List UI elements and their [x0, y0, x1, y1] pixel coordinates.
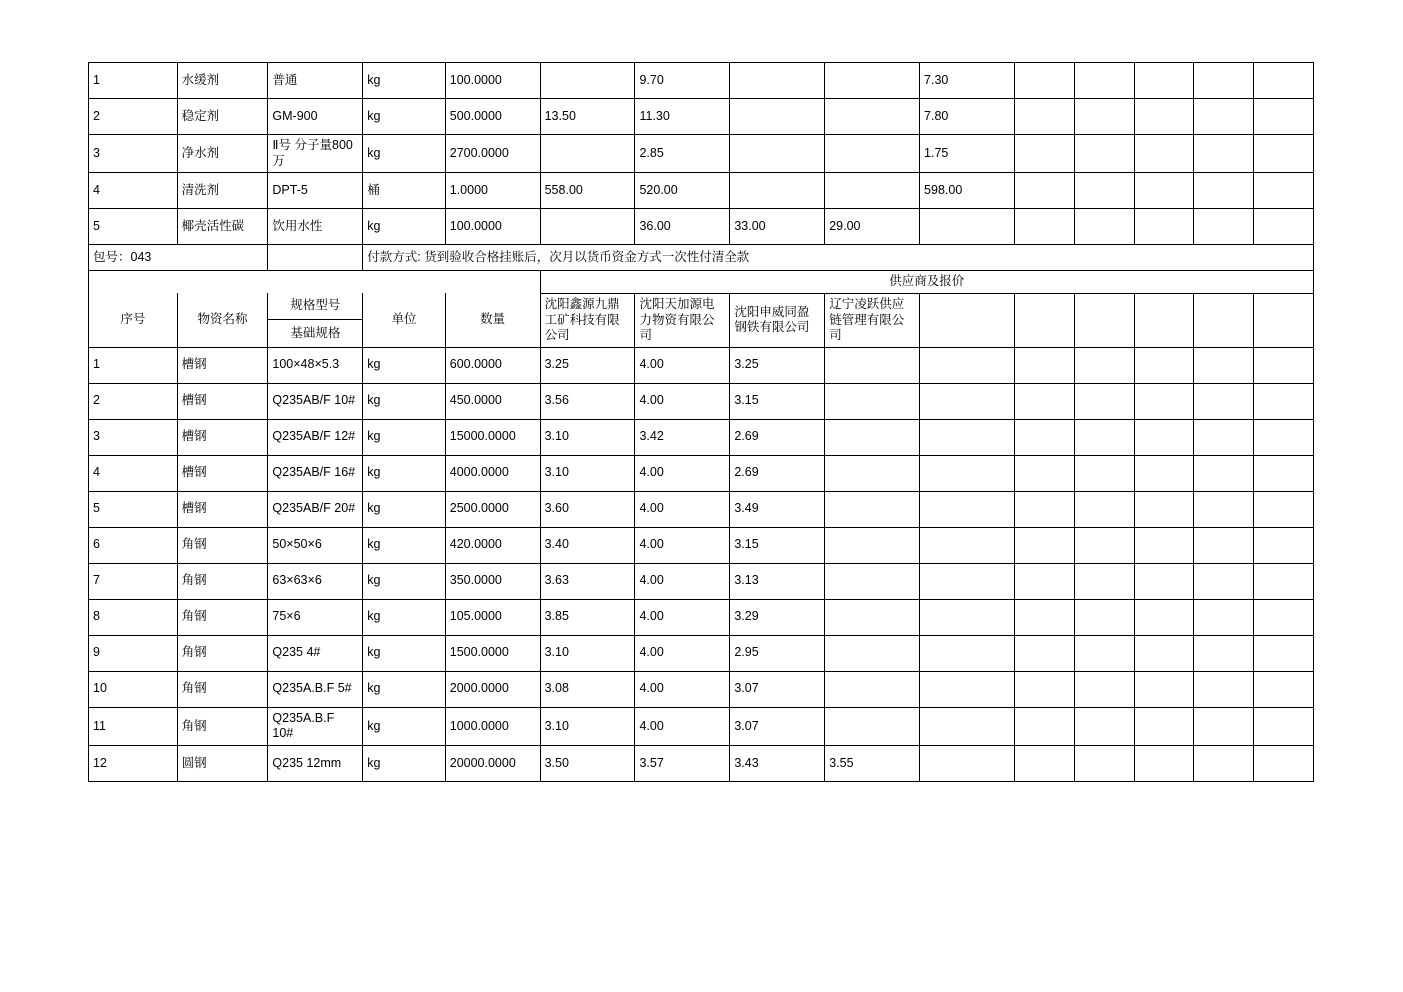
- cell-price-6: [1014, 599, 1074, 635]
- cell-price-7: [1074, 173, 1134, 209]
- cell-price-2: 4.00: [635, 527, 730, 563]
- cell-unit: kg: [363, 599, 445, 635]
- cell-material-name: 圆钢: [177, 746, 268, 782]
- cell-price-5: [920, 599, 1015, 635]
- cell-price-8: [1134, 707, 1194, 745]
- quotation-table: [88, 62, 1314, 782]
- cell-quantity: 100.0000: [445, 209, 540, 245]
- cell-material-name: 水缓剂: [177, 63, 268, 99]
- cell-price-1: 3.25: [540, 347, 635, 383]
- table-row: [89, 671, 1314, 707]
- cell-quantity: 1.0000: [445, 173, 540, 209]
- cell-price-4: [825, 135, 920, 173]
- supplier-band-spacer: [89, 271, 541, 294]
- cell-unit: kg: [363, 527, 445, 563]
- cell-unit: kg: [363, 707, 445, 745]
- table-row: [89, 209, 1314, 245]
- header-vendor-3: 沈阳申威同盈钢铁有限公司: [730, 293, 825, 347]
- table-row: [89, 173, 1314, 209]
- cell-price-8: [1134, 99, 1194, 135]
- cell-spec: 63×63×6: [268, 563, 363, 599]
- cell-price-4: [825, 99, 920, 135]
- cell-price-2: 4.00: [635, 347, 730, 383]
- cell-price-1: 3.63: [540, 563, 635, 599]
- cell-price-7: [1074, 383, 1134, 419]
- cell-price-10: [1254, 135, 1314, 173]
- cell-price-8: [1134, 347, 1194, 383]
- cell-price-4: [825, 455, 920, 491]
- cell-unit: kg: [363, 635, 445, 671]
- cell-price-7: [1074, 135, 1134, 173]
- cell-price-2: 520.00: [635, 173, 730, 209]
- cell-price-8: [1134, 419, 1194, 455]
- package-blank: [268, 245, 363, 271]
- cell-price-4: [825, 347, 920, 383]
- header-vendor-9: [1194, 293, 1254, 347]
- cell-quantity: 450.0000: [445, 383, 540, 419]
- cell-price-5: [920, 707, 1015, 745]
- cell-price-2: 11.30: [635, 99, 730, 135]
- cell-seq: 11: [89, 707, 178, 745]
- cell-price-9: [1194, 671, 1254, 707]
- cell-material-name: 槽钢: [177, 455, 268, 491]
- cell-price-7: [1074, 671, 1134, 707]
- cell-material-name: 槽钢: [177, 383, 268, 419]
- cell-spec: 100×48×5.3: [268, 347, 363, 383]
- table-row: [89, 455, 1314, 491]
- header-material-name: 物资名称: [177, 293, 268, 347]
- cell-price-10: [1254, 491, 1314, 527]
- cell-price-10: [1254, 707, 1314, 745]
- cell-price-3: 3.43: [730, 746, 825, 782]
- cell-price-3: 3.49: [730, 491, 825, 527]
- cell-unit: kg: [363, 99, 445, 135]
- cell-unit: kg: [363, 746, 445, 782]
- cell-unit: kg: [363, 563, 445, 599]
- cell-quantity: 15000.0000: [445, 419, 540, 455]
- cell-price-3: 33.00: [730, 209, 825, 245]
- cell-quantity: 1500.0000: [445, 635, 540, 671]
- cell-price-6: [1014, 746, 1074, 782]
- cell-price-10: [1254, 347, 1314, 383]
- table-row: [89, 99, 1314, 135]
- cell-material-name: 角钢: [177, 563, 268, 599]
- cell-quantity: 4000.0000: [445, 455, 540, 491]
- table-row: [89, 491, 1314, 527]
- cell-price-10: [1254, 671, 1314, 707]
- cell-quantity: 420.0000: [445, 527, 540, 563]
- cell-price-1: 3.10: [540, 707, 635, 745]
- table-header-row: [89, 293, 1314, 347]
- cell-seq: 10: [89, 671, 178, 707]
- cell-price-3: 3.13: [730, 563, 825, 599]
- cell-spec: 饮用水性: [268, 209, 363, 245]
- cell-price-8: [1134, 491, 1194, 527]
- cell-price-1: 3.85: [540, 599, 635, 635]
- cell-quantity: 2700.0000: [445, 135, 540, 173]
- cell-price-9: [1194, 746, 1254, 782]
- cell-spec: 50×50×6: [268, 527, 363, 563]
- cell-price-3: 3.25: [730, 347, 825, 383]
- cell-price-9: [1194, 491, 1254, 527]
- cell-price-5: 598.00: [920, 173, 1015, 209]
- package-number: 包号：043: [89, 245, 268, 271]
- cell-spec: Q235 12mm: [268, 746, 363, 782]
- cell-price-1: [540, 209, 635, 245]
- cell-price-10: [1254, 383, 1314, 419]
- cell-price-1: 3.60: [540, 491, 635, 527]
- cell-price-4: [825, 383, 920, 419]
- cell-price-9: [1194, 635, 1254, 671]
- table-row: [89, 563, 1314, 599]
- cell-material-name: 角钢: [177, 671, 268, 707]
- cell-price-5: 7.30: [920, 63, 1015, 99]
- cell-price-7: [1074, 599, 1134, 635]
- cell-unit: kg: [363, 63, 445, 99]
- cell-quantity: 2500.0000: [445, 491, 540, 527]
- cell-price-9: [1194, 527, 1254, 563]
- header-vendor-7: [1074, 293, 1134, 347]
- cell-price-6: [1014, 635, 1074, 671]
- cell-price-2: 4.00: [635, 635, 730, 671]
- cell-price-5: [920, 491, 1015, 527]
- cell-spec: Q235AB/F 16#: [268, 455, 363, 491]
- cell-price-6: [1014, 173, 1074, 209]
- cell-price-5: [920, 347, 1015, 383]
- cell-price-8: [1134, 635, 1194, 671]
- cell-price-1: 3.50: [540, 746, 635, 782]
- cell-unit: kg: [363, 135, 445, 173]
- cell-price-4: [825, 419, 920, 455]
- header-vendor-6: [1014, 293, 1074, 347]
- cell-price-8: [1134, 746, 1194, 782]
- cell-spec: 普通: [268, 63, 363, 99]
- cell-price-5: [920, 455, 1015, 491]
- table-row: [89, 599, 1314, 635]
- cell-price-5: 7.80: [920, 99, 1015, 135]
- cell-price-9: [1194, 99, 1254, 135]
- cell-price-9: [1194, 63, 1254, 99]
- cell-seq: 2: [89, 99, 178, 135]
- cell-price-1: 3.10: [540, 455, 635, 491]
- cell-price-3: [730, 173, 825, 209]
- table-row: [89, 635, 1314, 671]
- cell-quantity: 100.0000: [445, 63, 540, 99]
- table-row: [89, 707, 1314, 745]
- cell-unit: kg: [363, 491, 445, 527]
- cell-price-8: [1134, 671, 1194, 707]
- table-row: [89, 63, 1314, 99]
- cell-price-4: [825, 671, 920, 707]
- cell-price-6: [1014, 135, 1074, 173]
- header-vendor-4: 辽宁凌跃供应链管理有限公司: [825, 293, 920, 347]
- cell-price-2: 4.00: [635, 383, 730, 419]
- cell-price-3: [730, 135, 825, 173]
- header-vendor-5: [920, 293, 1015, 347]
- cell-quantity: 105.0000: [445, 599, 540, 635]
- cell-unit: kg: [363, 209, 445, 245]
- cell-seq: 4: [89, 455, 178, 491]
- cell-price-2: 36.00: [635, 209, 730, 245]
- cell-price-9: [1194, 383, 1254, 419]
- cell-price-4: [825, 599, 920, 635]
- table-row: [89, 347, 1314, 383]
- cell-spec: Q235AB/F 10#: [268, 383, 363, 419]
- cell-material-name: 角钢: [177, 635, 268, 671]
- cell-price-2: 4.00: [635, 671, 730, 707]
- header-spec: [268, 293, 363, 347]
- cell-material-name: 槽钢: [177, 419, 268, 455]
- cell-price-7: [1074, 63, 1134, 99]
- cell-price-6: [1014, 99, 1074, 135]
- table-row: [89, 746, 1314, 782]
- cell-price-6: [1014, 63, 1074, 99]
- cell-price-3: [730, 99, 825, 135]
- cell-price-1: [540, 135, 635, 173]
- cell-price-1: 3.10: [540, 419, 635, 455]
- cell-price-10: [1254, 99, 1314, 135]
- cell-material-name: 角钢: [177, 599, 268, 635]
- cell-seq: 7: [89, 563, 178, 599]
- cell-price-4: 29.00: [825, 209, 920, 245]
- cell-price-10: [1254, 455, 1314, 491]
- cell-price-6: [1014, 347, 1074, 383]
- cell-price-2: 2.85: [635, 135, 730, 173]
- table-row: [89, 419, 1314, 455]
- quotation-sheet: [88, 62, 1314, 782]
- cell-quantity: 350.0000: [445, 563, 540, 599]
- cell-price-7: [1074, 746, 1134, 782]
- cell-price-8: [1134, 563, 1194, 599]
- cell-price-6: [1014, 671, 1074, 707]
- header-vendor-1: 沈阳鑫源九鼎工矿科技有限公司: [540, 293, 635, 347]
- cell-price-8: [1134, 455, 1194, 491]
- cell-price-1: 3.56: [540, 383, 635, 419]
- cell-price-5: [920, 635, 1015, 671]
- cell-seq: 3: [89, 135, 178, 173]
- cell-seq: 5: [89, 209, 178, 245]
- header-spec-model: 规格型号: [268, 293, 362, 320]
- cell-price-9: [1194, 347, 1254, 383]
- cell-quantity: 500.0000: [445, 99, 540, 135]
- cell-seq: 9: [89, 635, 178, 671]
- cell-price-3: 3.07: [730, 671, 825, 707]
- cell-price-2: 3.42: [635, 419, 730, 455]
- cell-price-6: [1014, 491, 1074, 527]
- cell-price-10: [1254, 173, 1314, 209]
- cell-price-10: [1254, 419, 1314, 455]
- cell-spec: Q235AB/F 20#: [268, 491, 363, 527]
- cell-seq: 6: [89, 527, 178, 563]
- cell-price-9: [1194, 455, 1254, 491]
- table-row: [89, 527, 1314, 563]
- cell-price-7: [1074, 527, 1134, 563]
- cell-price-10: [1254, 635, 1314, 671]
- cell-price-6: [1014, 707, 1074, 745]
- header-spec-base: 基础规格: [290, 325, 341, 340]
- cell-price-9: [1194, 707, 1254, 745]
- cell-price-8: [1134, 135, 1194, 173]
- cell-seq: 4: [89, 173, 178, 209]
- cell-price-2: 4.00: [635, 491, 730, 527]
- cell-price-2: 3.57: [635, 746, 730, 782]
- cell-material-name: 净水剂: [177, 135, 268, 173]
- cell-seq: 8: [89, 599, 178, 635]
- cell-price-7: [1074, 455, 1134, 491]
- cell-price-7: [1074, 99, 1134, 135]
- cell-price-8: [1134, 209, 1194, 245]
- cell-price-8: [1134, 527, 1194, 563]
- table-row: [89, 383, 1314, 419]
- cell-price-4: [825, 707, 920, 745]
- cell-price-5: [920, 671, 1015, 707]
- cell-seq: 5: [89, 491, 178, 527]
- cell-price-10: [1254, 563, 1314, 599]
- cell-price-4: 3.55: [825, 746, 920, 782]
- cell-price-6: [1014, 209, 1074, 245]
- header-vendor-8: [1134, 293, 1194, 347]
- cell-price-7: [1074, 707, 1134, 745]
- cell-price-1: 3.10: [540, 635, 635, 671]
- cell-price-9: [1194, 173, 1254, 209]
- cell-price-6: [1014, 527, 1074, 563]
- cell-price-8: [1134, 599, 1194, 635]
- cell-price-5: [920, 209, 1015, 245]
- cell-price-7: [1074, 635, 1134, 671]
- cell-price-8: [1134, 173, 1194, 209]
- cell-price-6: [1014, 455, 1074, 491]
- cell-material-name: 槽钢: [177, 491, 268, 527]
- cell-price-9: [1194, 599, 1254, 635]
- cell-price-4: [825, 63, 920, 99]
- cell-price-1: 13.50: [540, 99, 635, 135]
- cell-unit: kg: [363, 455, 445, 491]
- cell-material-name: 清洗剂: [177, 173, 268, 209]
- cell-price-2: 4.00: [635, 455, 730, 491]
- cell-unit: kg: [363, 419, 445, 455]
- cell-price-1: [540, 63, 635, 99]
- cell-price-8: [1134, 383, 1194, 419]
- cell-price-8: [1134, 63, 1194, 99]
- cell-price-10: [1254, 63, 1314, 99]
- cell-seq: 1: [89, 63, 178, 99]
- cell-price-7: [1074, 419, 1134, 455]
- cell-price-7: [1074, 347, 1134, 383]
- cell-unit: 桶: [363, 173, 445, 209]
- cell-price-6: [1014, 563, 1074, 599]
- cell-quantity: 20000.0000: [445, 746, 540, 782]
- cell-price-5: [920, 746, 1015, 782]
- cell-price-3: 3.15: [730, 527, 825, 563]
- cell-price-2: 4.00: [635, 707, 730, 745]
- cell-price-3: 2.95: [730, 635, 825, 671]
- cell-unit: kg: [363, 383, 445, 419]
- cell-price-3: 2.69: [730, 455, 825, 491]
- cell-material-name: 角钢: [177, 707, 268, 745]
- cell-spec: Q235A.B.F 10#: [268, 707, 363, 745]
- cell-spec: Q235A.B.F 5#: [268, 671, 363, 707]
- cell-price-7: [1074, 491, 1134, 527]
- cell-spec: 75×6: [268, 599, 363, 635]
- cell-price-5: [920, 383, 1015, 419]
- cell-price-7: [1074, 563, 1134, 599]
- cell-price-1: 3.40: [540, 527, 635, 563]
- cell-spec: GM-900: [268, 99, 363, 135]
- cell-price-5: [920, 419, 1015, 455]
- cell-price-6: [1014, 419, 1074, 455]
- table-row: [89, 135, 1314, 173]
- cell-quantity: 2000.0000: [445, 671, 540, 707]
- cell-price-4: [825, 635, 920, 671]
- cell-unit: kg: [363, 671, 445, 707]
- cell-price-9: [1194, 419, 1254, 455]
- cell-spec: Ⅱ号 分子量800万: [268, 135, 363, 173]
- cell-price-4: [825, 491, 920, 527]
- cell-price-9: [1194, 135, 1254, 173]
- cell-price-1: 3.08: [540, 671, 635, 707]
- cell-price-10: [1254, 746, 1314, 782]
- cell-price-2: 9.70: [635, 63, 730, 99]
- cell-quantity: 600.0000: [445, 347, 540, 383]
- cell-price-3: 2.69: [730, 419, 825, 455]
- cell-price-6: [1014, 383, 1074, 419]
- cell-price-4: [825, 173, 920, 209]
- cell-price-10: [1254, 599, 1314, 635]
- header-vendor-2: 沈阳天加源电力物资有限公司: [635, 293, 730, 347]
- cell-price-5: 1.75: [920, 135, 1015, 173]
- cell-seq: 12: [89, 746, 178, 782]
- cell-seq: 2: [89, 383, 178, 419]
- cell-price-4: [825, 563, 920, 599]
- cell-price-3: 3.15: [730, 383, 825, 419]
- package-row: [89, 245, 1314, 271]
- cell-price-10: [1254, 209, 1314, 245]
- cell-material-name: 角钢: [177, 527, 268, 563]
- payment-terms: 付款方式: 货到验收合格挂账后，次月以货币资金方式一次性付清全款: [363, 245, 1314, 271]
- cell-price-3: [730, 63, 825, 99]
- cell-material-name: 稳定剂: [177, 99, 268, 135]
- cell-seq: 1: [89, 347, 178, 383]
- cell-price-2: 4.00: [635, 563, 730, 599]
- cell-price-3: 3.29: [730, 599, 825, 635]
- cell-quantity: 1000.0000: [445, 707, 540, 745]
- cell-price-10: [1254, 527, 1314, 563]
- cell-unit: kg: [363, 347, 445, 383]
- header-quantity: 数量: [445, 293, 540, 347]
- cell-spec: Q235AB/F 12#: [268, 419, 363, 455]
- supplier-band-row: [89, 271, 1314, 294]
- cell-spec: DPT-5: [268, 173, 363, 209]
- cell-price-3: 3.07: [730, 707, 825, 745]
- cell-price-5: [920, 527, 1015, 563]
- cell-price-2: 4.00: [635, 599, 730, 635]
- cell-material-name: 椰壳活性碳: [177, 209, 268, 245]
- cell-spec: Q235 4#: [268, 635, 363, 671]
- header-seq: 序号: [89, 293, 178, 347]
- cell-material-name: 槽钢: [177, 347, 268, 383]
- cell-price-1: 558.00: [540, 173, 635, 209]
- cell-seq: 3: [89, 419, 178, 455]
- cell-price-4: [825, 527, 920, 563]
- cell-price-5: [920, 563, 1015, 599]
- supplier-band-title: 供应商及报价: [540, 271, 1313, 294]
- header-unit: 单位: [363, 293, 445, 347]
- cell-price-7: [1074, 209, 1134, 245]
- header-vendor-10: [1254, 293, 1314, 347]
- cell-price-9: [1194, 209, 1254, 245]
- cell-price-9: [1194, 563, 1254, 599]
